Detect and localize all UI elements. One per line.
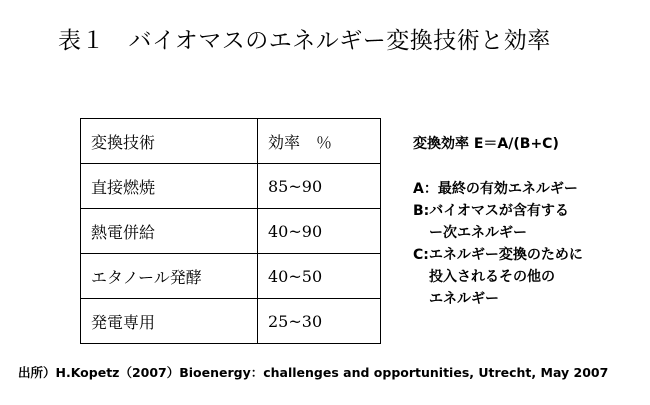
table-row xyxy=(81,209,381,254)
variable-definitions xyxy=(413,178,583,310)
table-row xyxy=(81,299,381,344)
efficiency-cell: 25~30 xyxy=(258,299,381,344)
slide-title: 表１ バイオマスのエネルギー変換技術と効率 xyxy=(58,28,551,54)
definition-a: A：最終の有効エネルギー xyxy=(413,181,578,197)
technology-cell: 直接燃焼 xyxy=(81,164,258,209)
header-efficiency: 効率 ％ xyxy=(258,119,381,164)
definition-b: B:バイオマスが含有する xyxy=(413,203,569,219)
technology-cell: 熱電併給 xyxy=(81,209,258,254)
efficiency-cell: 85~90 xyxy=(258,164,381,209)
efficiency-cell: 40~90 xyxy=(258,209,381,254)
efficiency-formula: 変換効率 E＝A/(B+C) xyxy=(413,136,559,152)
definition-c-continued-2: エネルギー xyxy=(429,291,499,307)
efficiency-cell: 40~50 xyxy=(258,254,381,299)
definition-c-continued: 投入されるその他の xyxy=(429,269,555,285)
header-technology: 変換技術 xyxy=(81,119,258,164)
efficiency-table xyxy=(80,118,381,344)
definition-b-continued: ー次エネルギー xyxy=(429,225,527,241)
definition-c: C:エネルギー変換のために xyxy=(413,247,583,263)
technology-cell: エタノール発酵 xyxy=(81,254,258,299)
table-row xyxy=(81,164,381,209)
table-header-row xyxy=(81,119,381,164)
technology-cell: 発電専用 xyxy=(81,299,258,344)
table-row xyxy=(81,254,381,299)
source-citation: 出所）H.Kopetz（2007）Bioenergy：challenges and opportunities, Utrecht, May 2007 xyxy=(18,365,609,380)
